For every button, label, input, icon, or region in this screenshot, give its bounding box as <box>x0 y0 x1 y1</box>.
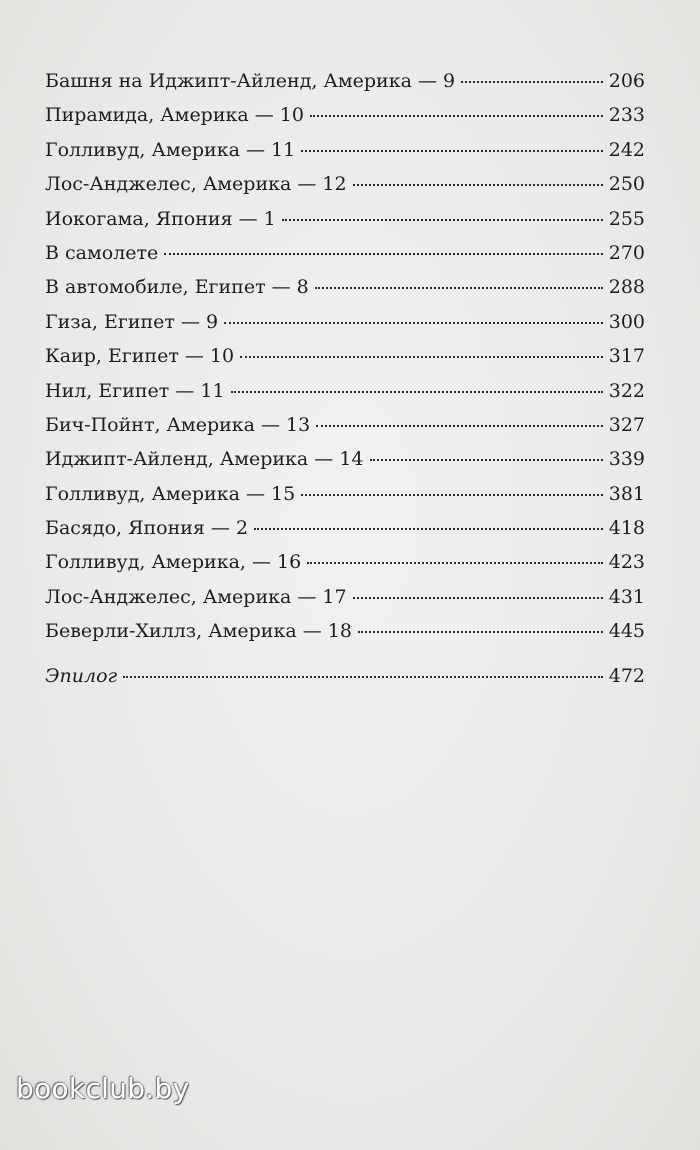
toc-entry-page: 327 <box>608 413 645 436</box>
dot-leader <box>315 287 603 289</box>
toc-entry-page: 242 <box>608 138 645 161</box>
toc-entry-title: В автомобиле, Египет — 8 <box>45 276 309 299</box>
toc-entry-page: 300 <box>608 310 645 333</box>
toc-entry <box>45 545 645 579</box>
toc-entry <box>45 477 645 511</box>
toc-entry-title: Эпилог <box>45 664 118 687</box>
toc-entry-page: 255 <box>608 207 645 230</box>
toc-entry-title: Лос-Анджелес, Америка — 12 <box>45 173 347 196</box>
toc-entry-page: 431 <box>608 585 645 608</box>
dot-leader <box>353 597 603 599</box>
toc-entry-title: Каир, Египет — 10 <box>45 345 235 368</box>
toc-entry-title: Башня на Иджипт-Айленд, Америка — 9 <box>45 70 456 92</box>
toc-entry <box>45 442 645 476</box>
toc-entry-page: 317 <box>608 345 645 368</box>
toc-entry <box>45 133 645 167</box>
dot-leader <box>461 81 603 83</box>
toc-entry-page: 250 <box>608 173 645 196</box>
toc-entry <box>45 511 645 545</box>
dot-leader <box>301 494 603 496</box>
toc-entry-page: 270 <box>608 241 645 264</box>
toc-entry <box>45 236 645 270</box>
toc-entry-page: 472 <box>608 664 645 687</box>
toc-entry <box>45 408 645 442</box>
toc-entry-title: Нил, Египет — 11 <box>45 379 225 402</box>
dot-leader <box>301 150 603 152</box>
dot-leader <box>240 356 603 358</box>
toc-entry-page: 206 <box>608 70 645 92</box>
toc-entry <box>45 374 645 408</box>
toc-entry-page: 418 <box>608 517 645 540</box>
dot-leader <box>307 562 603 564</box>
dot-leader <box>231 391 603 393</box>
dot-leader <box>316 425 603 427</box>
dot-leader <box>358 631 603 633</box>
toc-entry-title: Гиза, Египет — 9 <box>45 310 219 333</box>
dot-leader <box>123 676 603 678</box>
toc-entry-title: Бич-Пойнт, Америка — 13 <box>45 413 311 436</box>
bookclub-watermark: bookclub.by <box>16 1072 190 1105</box>
toc-entry <box>45 167 645 201</box>
toc-entry-title: Беверли-Хиллз, Америка — 18 <box>45 620 352 643</box>
toc-entry-title: Лос-Анджелес, Америка — 17 <box>45 585 347 608</box>
toc-entry <box>45 614 645 648</box>
toc-entry-epilogue <box>45 659 645 693</box>
toc-entry-title: Иджипт-Айленд, Америка — 14 <box>45 448 364 471</box>
table-of-contents <box>45 64 645 693</box>
toc-entry-title: Пирамида, Америка — 10 <box>45 104 304 127</box>
toc-entry <box>45 64 645 98</box>
dot-leader <box>310 115 603 117</box>
toc-entry-page: 339 <box>608 448 645 471</box>
toc-entry-title: Голливуд, Америка, — 16 <box>45 551 302 574</box>
toc-entry-title: Голливуд, Америка — 11 <box>45 138 296 161</box>
dot-leader <box>224 322 603 324</box>
toc-entry <box>45 580 645 614</box>
dot-leader <box>353 184 603 186</box>
toc-entry <box>45 202 645 236</box>
dot-leader <box>254 528 603 530</box>
toc-entry <box>45 339 645 373</box>
toc-entry-title: Басядо, Япония — 2 <box>45 517 249 540</box>
toc-entry <box>45 305 645 339</box>
dot-leader <box>370 459 603 461</box>
toc-entry-page: 233 <box>608 104 645 127</box>
toc-entry-page: 322 <box>608 379 645 402</box>
toc-entry-page: 445 <box>608 620 645 643</box>
toc-entry-page: 381 <box>608 482 645 505</box>
dot-leader <box>282 219 603 221</box>
dot-leader <box>164 253 602 255</box>
toc-entry-title: Голливуд, Америка — 15 <box>45 482 296 505</box>
toc-entry-title: Иокогама, Япония — 1 <box>45 207 276 230</box>
toc-entry-page: 423 <box>608 551 645 574</box>
toc-entry <box>45 98 645 132</box>
toc-entry-page: 288 <box>608 276 645 299</box>
toc-entry <box>45 270 645 304</box>
toc-entry-title: В самолете <box>45 241 159 264</box>
